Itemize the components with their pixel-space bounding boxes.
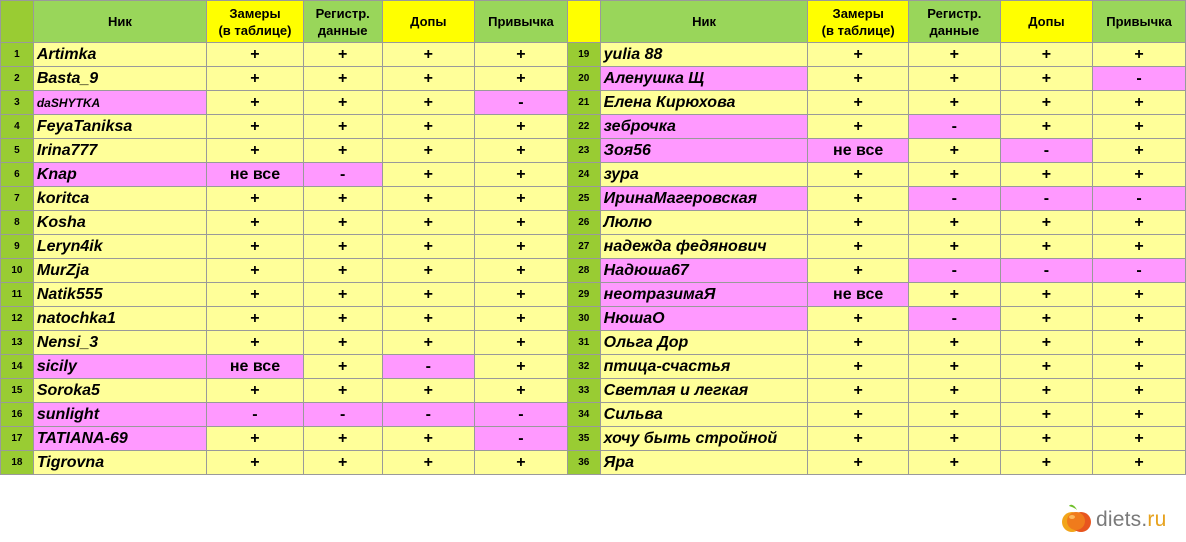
- row-number-right: 30: [567, 307, 600, 331]
- reg-cell-left: +: [303, 187, 382, 211]
- extra-cell-right: +: [1000, 331, 1093, 355]
- nick-cell-right: надежда федянович: [600, 235, 808, 259]
- row-number-right: 33: [567, 379, 600, 403]
- row-number-left: 9: [1, 235, 34, 259]
- habit-cell-left: +: [475, 355, 568, 379]
- extra-cell-left: +: [382, 427, 475, 451]
- reg-cell-right: +: [908, 451, 1000, 475]
- reg-cell-left: +: [303, 91, 382, 115]
- row-number-right: 22: [567, 115, 600, 139]
- reg-cell-left: +: [303, 235, 382, 259]
- nick-cell-right: Зоя56: [600, 139, 808, 163]
- reg-cell-left: +: [303, 211, 382, 235]
- row-number-right: 21: [567, 91, 600, 115]
- nick-cell-left: Nensi_3: [33, 331, 206, 355]
- table-row: [1, 355, 1186, 379]
- habit-cell-left: +: [475, 379, 568, 403]
- nick-cell-left: Basta_9: [33, 67, 206, 91]
- habit-cell-left: +: [475, 331, 568, 355]
- measure-cell-right: +: [808, 307, 909, 331]
- header-measure-line2: (в таблице): [821, 22, 895, 38]
- logo-tld: ru: [1147, 508, 1167, 531]
- measure-cell-right: +: [808, 259, 909, 283]
- reg-cell-right: +: [908, 139, 1000, 163]
- extra-cell-right: +: [1000, 67, 1093, 91]
- nick-cell-right: неотразимаЯ: [600, 283, 808, 307]
- habit-cell-left: +: [475, 43, 568, 67]
- row-number-left: 2: [1, 67, 34, 91]
- extra-cell-right: +: [1000, 283, 1093, 307]
- habit-cell-right: +: [1093, 235, 1186, 259]
- nick-cell-left: Knap: [33, 163, 206, 187]
- nick-cell-right: Аленушка Щ: [600, 67, 808, 91]
- reg-cell-right: +: [908, 355, 1000, 379]
- extra-cell-right: +: [1000, 451, 1093, 475]
- row-number-left: 3: [1, 91, 34, 115]
- row-number-left: 16: [1, 403, 34, 427]
- extra-cell-left: +: [382, 187, 475, 211]
- habit-cell-left: +: [475, 259, 568, 283]
- extra-cell-left: -: [382, 355, 475, 379]
- habit-cell-right: +: [1093, 43, 1186, 67]
- habit-cell-right: +: [1093, 211, 1186, 235]
- nick-cell-left: sicily: [33, 355, 206, 379]
- header-habit-right: Привычка: [1093, 1, 1186, 43]
- nick-cell-left: Artimka: [33, 43, 206, 67]
- header-num-right: [567, 1, 600, 43]
- measure-cell-right: не все: [808, 139, 909, 163]
- nick-cell-right: Светлая и легкая: [600, 379, 808, 403]
- extra-cell-left: +: [382, 115, 475, 139]
- nick-cell-left: Leryn4ik: [33, 235, 206, 259]
- table-row: [1, 331, 1186, 355]
- header-measure-right: [808, 1, 909, 43]
- measure-cell-right: +: [808, 451, 909, 475]
- measure-cell-left: +: [207, 427, 304, 451]
- habit-cell-right: +: [1093, 307, 1186, 331]
- reg-cell-left: -: [303, 163, 382, 187]
- reg-cell-right: -: [908, 187, 1000, 211]
- reg-cell-left: +: [303, 379, 382, 403]
- measure-cell-right: +: [808, 427, 909, 451]
- nick-cell-left: koritca: [33, 187, 206, 211]
- row-number-right: 27: [567, 235, 600, 259]
- table-row: [1, 403, 1186, 427]
- reg-cell-right: +: [908, 403, 1000, 427]
- table-row: [1, 115, 1186, 139]
- habit-cell-right: +: [1093, 355, 1186, 379]
- habit-cell-right: +: [1093, 91, 1186, 115]
- extra-cell-left: +: [382, 235, 475, 259]
- row-number-left: 8: [1, 211, 34, 235]
- row-number-right: 31: [567, 331, 600, 355]
- reg-cell-left: +: [303, 331, 382, 355]
- extra-cell-left: +: [382, 43, 475, 67]
- extra-cell-left: +: [382, 331, 475, 355]
- extra-cell-left: -: [382, 403, 475, 427]
- nick-cell-left: natochka1: [33, 307, 206, 331]
- habit-cell-left: +: [475, 283, 568, 307]
- measure-cell-right: +: [808, 235, 909, 259]
- header-extra-left: Допы: [382, 1, 475, 43]
- table-row: [1, 43, 1186, 67]
- logo-dot: .: [1141, 508, 1148, 531]
- nick-cell-right: yulia 88: [600, 43, 808, 67]
- measure-cell-left: -: [207, 403, 304, 427]
- reg-cell-right: +: [908, 67, 1000, 91]
- nick-cell-right: Ольга Дор: [600, 331, 808, 355]
- row-number-left: 5: [1, 139, 34, 163]
- nick-cell-left: TATIANA-69: [33, 427, 206, 451]
- habit-cell-right: +: [1093, 451, 1186, 475]
- table-row: [1, 307, 1186, 331]
- measure-cell-right: +: [808, 355, 909, 379]
- measure-cell-right: +: [808, 211, 909, 235]
- measure-cell-left: +: [207, 91, 304, 115]
- nick-cell-left: MurZja: [33, 259, 206, 283]
- table-body: [1, 43, 1186, 475]
- reg-cell-right: -: [908, 307, 1000, 331]
- reg-cell-left: +: [303, 139, 382, 163]
- header-reg-line1: Регистр.: [927, 5, 982, 21]
- habit-cell-left: +: [475, 235, 568, 259]
- row-number-left: 18: [1, 451, 34, 475]
- reg-cell-right: +: [908, 43, 1000, 67]
- measure-cell-right: +: [808, 43, 909, 67]
- habit-cell-right: +: [1093, 427, 1186, 451]
- habit-cell-left: +: [475, 187, 568, 211]
- reg-cell-right: +: [908, 163, 1000, 187]
- measure-cell-left: +: [207, 379, 304, 403]
- extra-cell-right: +: [1000, 235, 1093, 259]
- extra-cell-right: +: [1000, 163, 1093, 187]
- nick-cell-right: Яра: [600, 451, 808, 475]
- reg-cell-right: -: [908, 115, 1000, 139]
- extra-cell-left: +: [382, 91, 475, 115]
- extra-cell-right: +: [1000, 307, 1093, 331]
- table-row: [1, 187, 1186, 211]
- header-nick-left: Ник: [33, 1, 206, 43]
- measure-cell-left: не все: [207, 163, 304, 187]
- row-number-left: 4: [1, 115, 34, 139]
- measure-cell-right: +: [808, 403, 909, 427]
- nick-cell-left: Kosha: [33, 211, 206, 235]
- habit-cell-left: +: [475, 307, 568, 331]
- reg-cell-left: -: [303, 403, 382, 427]
- header-measure-line2: (в таблице): [218, 22, 292, 38]
- row-number-right: 29: [567, 283, 600, 307]
- measure-cell-right: +: [808, 187, 909, 211]
- row-number-right: 36: [567, 451, 600, 475]
- habit-cell-left: -: [475, 403, 568, 427]
- nick-cell-right: Люлю: [600, 211, 808, 235]
- row-number-left: 10: [1, 259, 34, 283]
- habit-cell-right: +: [1093, 283, 1186, 307]
- row-number-right: 35: [567, 427, 600, 451]
- row-number-left: 14: [1, 355, 34, 379]
- habit-cell-left: +: [475, 67, 568, 91]
- reg-cell-right: +: [908, 331, 1000, 355]
- table-row: [1, 451, 1186, 475]
- habit-cell-left: +: [475, 163, 568, 187]
- habit-cell-right: +: [1093, 379, 1186, 403]
- extra-cell-left: +: [382, 139, 475, 163]
- apple-icon: [1062, 502, 1092, 536]
- habit-cell-left: -: [475, 91, 568, 115]
- habit-cell-left: -: [475, 427, 568, 451]
- habit-cell-right: +: [1093, 403, 1186, 427]
- table-row: [1, 235, 1186, 259]
- habit-cell-right: +: [1093, 163, 1186, 187]
- header-measure-line1: Замеры: [229, 5, 281, 21]
- nick-cell-right: зеброчка: [600, 115, 808, 139]
- extra-cell-right: -: [1000, 139, 1093, 163]
- table-row: [1, 259, 1186, 283]
- table-row: [1, 283, 1186, 307]
- row-number-left: 15: [1, 379, 34, 403]
- habit-cell-left: +: [475, 451, 568, 475]
- extra-cell-right: +: [1000, 43, 1093, 67]
- row-number-right: 20: [567, 67, 600, 91]
- reg-cell-left: +: [303, 67, 382, 91]
- nick-cell-right: птица-счастья: [600, 355, 808, 379]
- table-row: [1, 379, 1186, 403]
- nick-cell-left: Irina777: [33, 139, 206, 163]
- header-measure-left: [207, 1, 304, 43]
- measure-cell-right: +: [808, 115, 909, 139]
- nick-cell-right: хочу быть стройной: [600, 427, 808, 451]
- extra-cell-left: +: [382, 283, 475, 307]
- reg-cell-left: +: [303, 427, 382, 451]
- nick-cell-left: sunlight: [33, 403, 206, 427]
- extra-cell-right: -: [1000, 187, 1093, 211]
- table-row: [1, 427, 1186, 451]
- extra-cell-right: +: [1000, 379, 1093, 403]
- reg-cell-right: +: [908, 211, 1000, 235]
- header-reg-right: [908, 1, 1000, 43]
- extra-cell-right: -: [1000, 259, 1093, 283]
- table-row: [1, 67, 1186, 91]
- measure-cell-right: +: [808, 379, 909, 403]
- measure-cell-right: не все: [808, 283, 909, 307]
- extra-cell-right: +: [1000, 115, 1093, 139]
- extra-cell-left: +: [382, 259, 475, 283]
- reg-cell-left: +: [303, 43, 382, 67]
- measure-cell-right: +: [808, 91, 909, 115]
- row-number-right: 32: [567, 355, 600, 379]
- habit-cell-right: -: [1093, 187, 1186, 211]
- measure-cell-left: +: [207, 211, 304, 235]
- habit-cell-left: +: [475, 139, 568, 163]
- nick-cell-left: Soroka5: [33, 379, 206, 403]
- measure-cell-right: +: [808, 163, 909, 187]
- table-row: [1, 211, 1186, 235]
- measure-cell-left: не все: [207, 355, 304, 379]
- row-number-left: 13: [1, 331, 34, 355]
- row-number-right: 23: [567, 139, 600, 163]
- table-row: [1, 91, 1186, 115]
- extra-cell-right: +: [1000, 91, 1093, 115]
- header-reg-line2: данные: [929, 22, 980, 38]
- habit-cell-right: +: [1093, 331, 1186, 355]
- nick-cell-right: зура: [600, 163, 808, 187]
- extra-cell-left: +: [382, 211, 475, 235]
- header-reg-left: [303, 1, 382, 43]
- reg-cell-left: +: [303, 451, 382, 475]
- habit-cell-right: -: [1093, 67, 1186, 91]
- measure-cell-left: +: [207, 43, 304, 67]
- reg-cell-left: +: [303, 259, 382, 283]
- header-reg-line1: Регистр.: [315, 5, 370, 21]
- nick-cell-left: daSHYTKA: [33, 91, 206, 115]
- measure-cell-left: +: [207, 187, 304, 211]
- measure-cell-left: +: [207, 235, 304, 259]
- row-number-left: 1: [1, 43, 34, 67]
- reg-cell-right: +: [908, 379, 1000, 403]
- extra-cell-right: +: [1000, 355, 1093, 379]
- habit-cell-right: +: [1093, 139, 1186, 163]
- nick-cell-left: Natik555: [33, 283, 206, 307]
- habit-cell-right: -: [1093, 259, 1186, 283]
- header-reg-line2: данные: [317, 22, 368, 38]
- extra-cell-right: +: [1000, 403, 1093, 427]
- measure-cell-right: +: [808, 67, 909, 91]
- habit-cell-left: +: [475, 115, 568, 139]
- row-number-right: 34: [567, 403, 600, 427]
- reg-cell-left: +: [303, 355, 382, 379]
- header-extra-right: Допы: [1000, 1, 1093, 43]
- reg-cell-right: +: [908, 235, 1000, 259]
- reg-cell-left: +: [303, 283, 382, 307]
- measure-cell-right: +: [808, 331, 909, 355]
- nick-cell-left: Tigrovna: [33, 451, 206, 475]
- extra-cell-left: +: [382, 379, 475, 403]
- logo-text: [1096, 508, 1166, 532]
- measure-cell-left: +: [207, 451, 304, 475]
- nick-cell-right: Надюша67: [600, 259, 808, 283]
- reg-cell-right: +: [908, 427, 1000, 451]
- header-row: [1, 1, 1186, 43]
- table-row: [1, 163, 1186, 187]
- reg-cell-right: -: [908, 259, 1000, 283]
- row-number-left: 12: [1, 307, 34, 331]
- row-number-right: 28: [567, 259, 600, 283]
- habit-cell-right: +: [1093, 115, 1186, 139]
- measure-cell-left: +: [207, 67, 304, 91]
- extra-cell-left: +: [382, 307, 475, 331]
- table-row: [1, 139, 1186, 163]
- nick-cell-right: ИринаМагеровская: [600, 187, 808, 211]
- row-number-left: 6: [1, 163, 34, 187]
- extra-cell-left: +: [382, 163, 475, 187]
- reg-cell-right: +: [908, 283, 1000, 307]
- measure-cell-left: +: [207, 307, 304, 331]
- reg-cell-right: +: [908, 91, 1000, 115]
- row-number-left: 7: [1, 187, 34, 211]
- header-habit-left: Привычка: [475, 1, 568, 43]
- extra-cell-right: +: [1000, 211, 1093, 235]
- header-measure-line1: Замеры: [832, 5, 884, 21]
- measure-cell-left: +: [207, 139, 304, 163]
- extra-cell-left: +: [382, 451, 475, 475]
- measure-cell-left: +: [207, 331, 304, 355]
- nick-cell-right: Сильва: [600, 403, 808, 427]
- extra-cell-right: +: [1000, 427, 1093, 451]
- row-number-right: 26: [567, 211, 600, 235]
- nick-cell-right: Елена Кирюхова: [600, 91, 808, 115]
- habit-cell-left: +: [475, 211, 568, 235]
- header-nick-right: Ник: [600, 1, 808, 43]
- row-number-right: 19: [567, 43, 600, 67]
- extra-cell-left: +: [382, 67, 475, 91]
- logo-brand: diets: [1096, 508, 1142, 531]
- reg-cell-left: +: [303, 307, 382, 331]
- row-number-left: 17: [1, 427, 34, 451]
- nick-cell-right: НюшаО: [600, 307, 808, 331]
- measure-cell-left: +: [207, 259, 304, 283]
- nick-cell-left: FeyaTaniksa: [33, 115, 206, 139]
- row-number-left: 11: [1, 283, 34, 307]
- measure-cell-left: +: [207, 283, 304, 307]
- measure-cell-left: +: [207, 115, 304, 139]
- row-number-right: 25: [567, 187, 600, 211]
- reg-cell-left: +: [303, 115, 382, 139]
- header-num-left: [1, 1, 34, 43]
- row-number-right: 24: [567, 163, 600, 187]
- diets-logo: [1062, 500, 1186, 540]
